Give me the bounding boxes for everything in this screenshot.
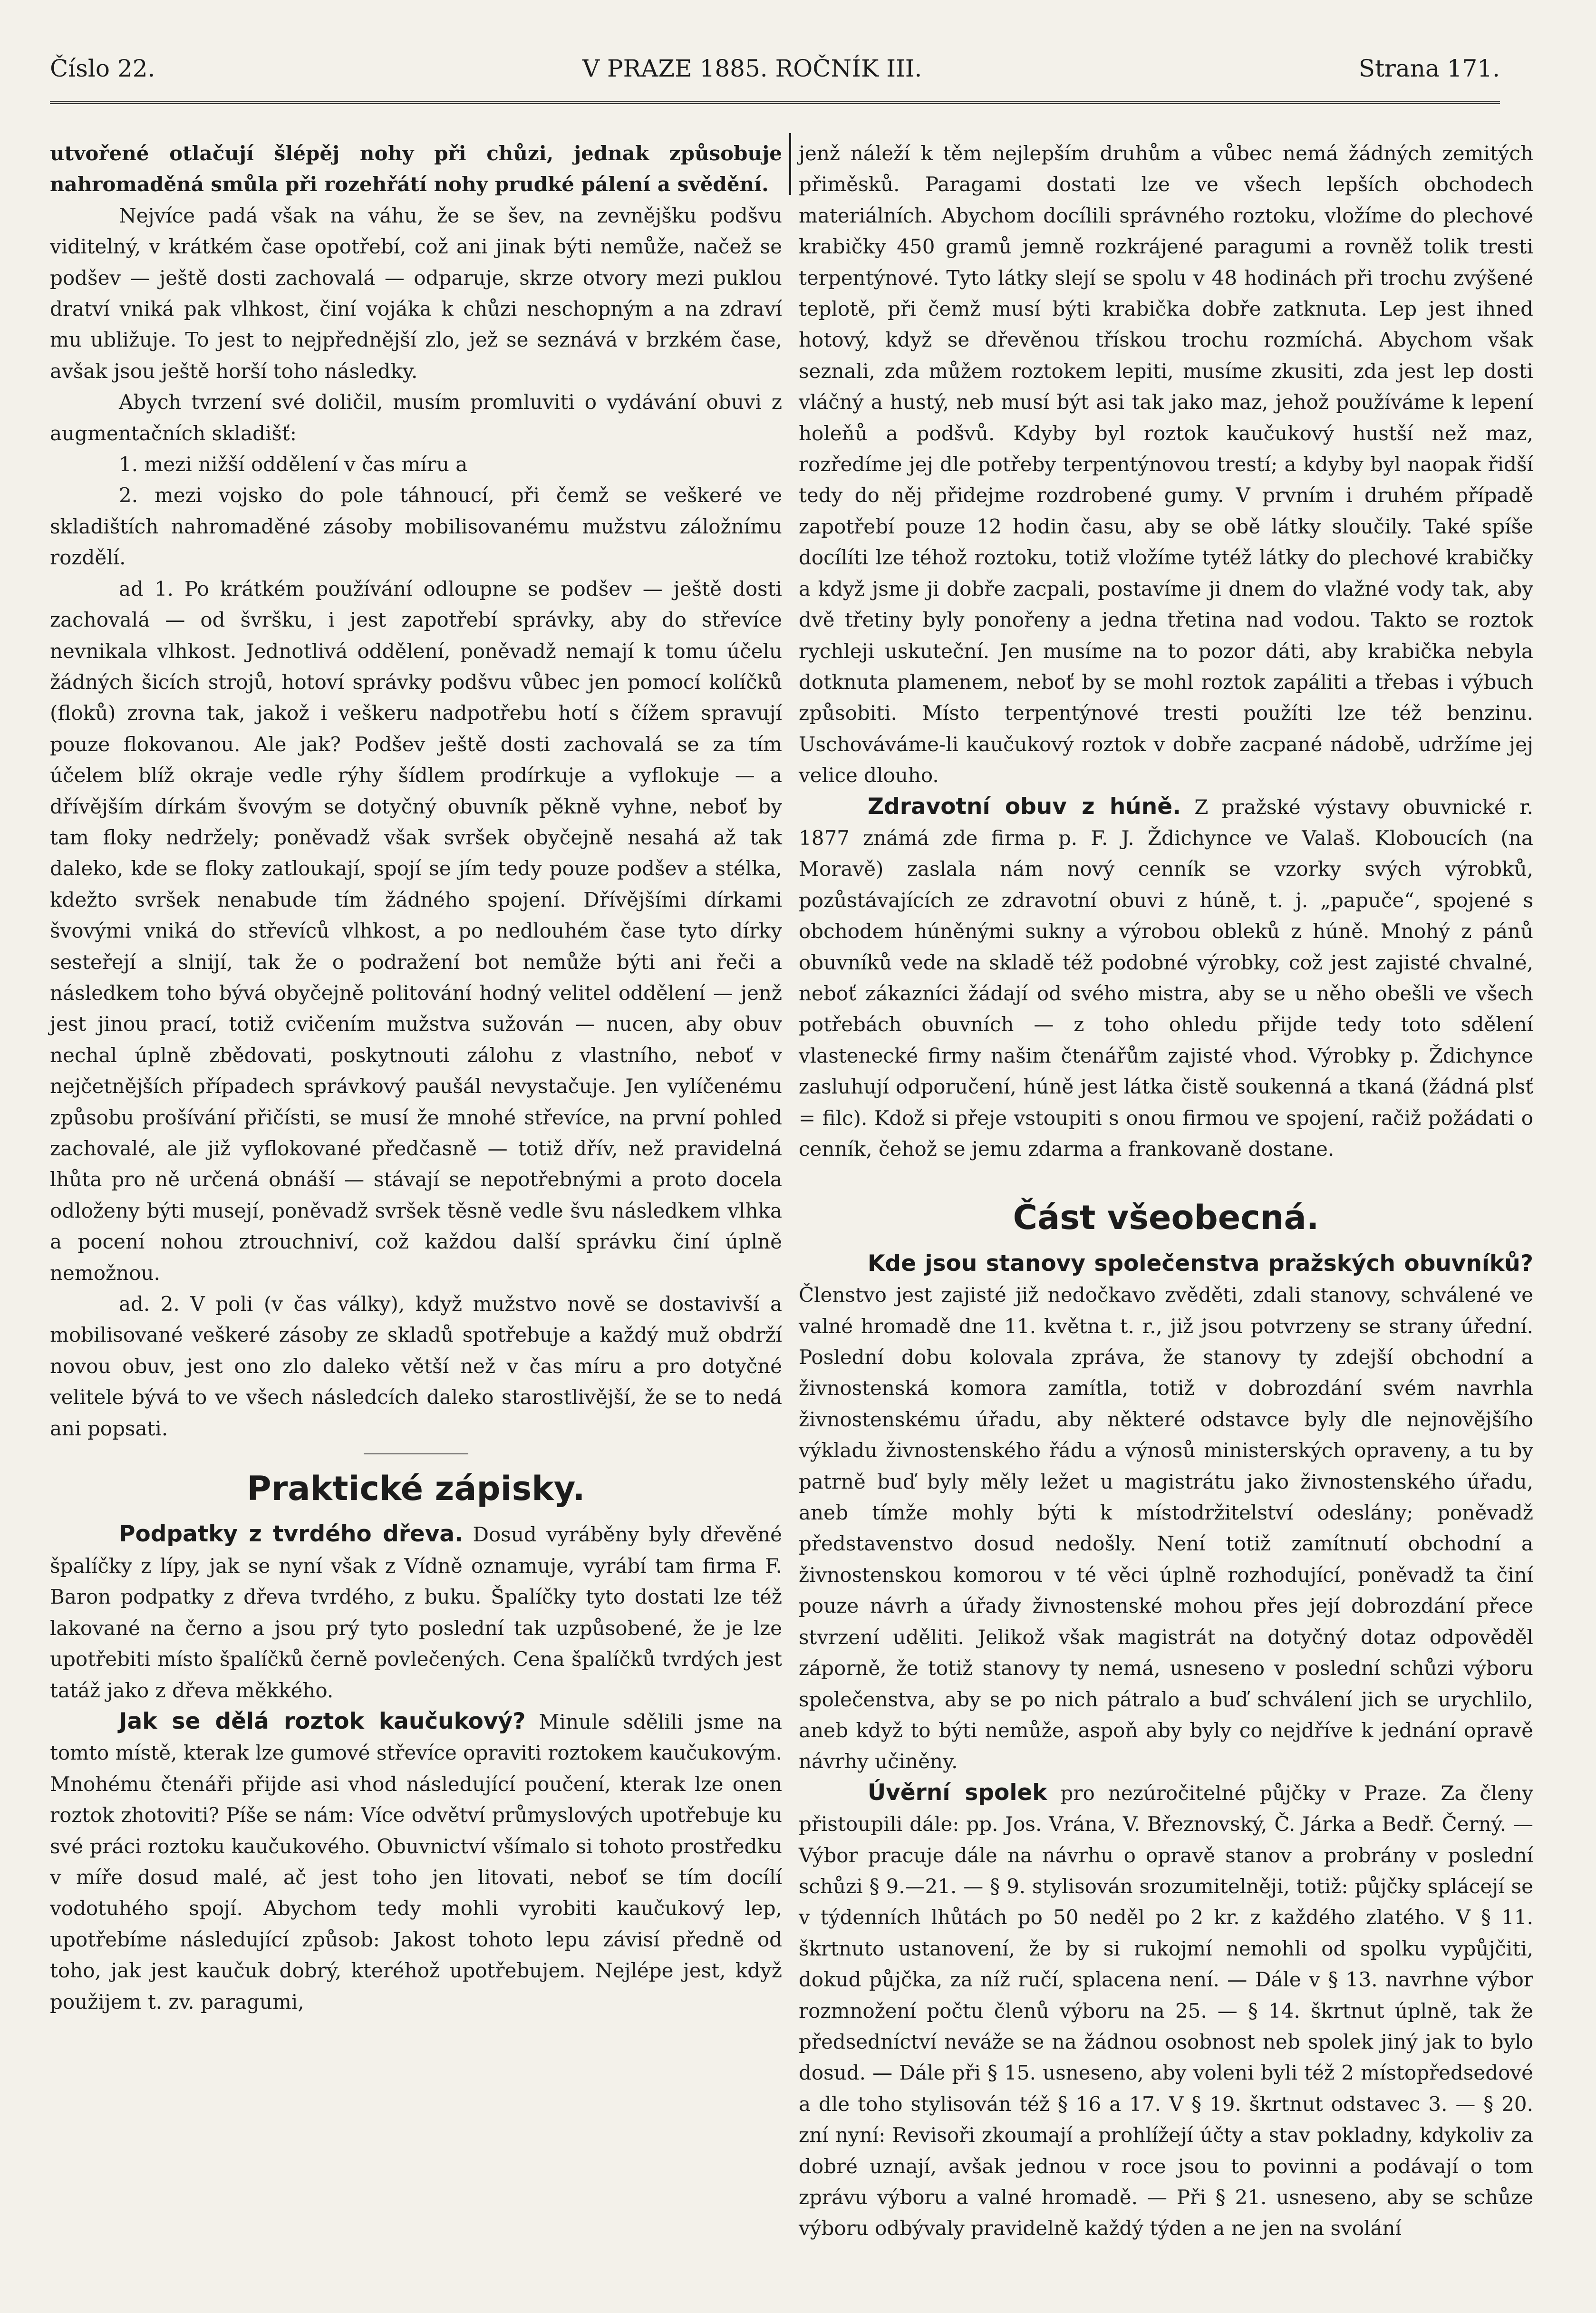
paragraph: Abych tvrzení své doličil, musím promluviti o vydávání obuvi z augmentačních skladišť: [50, 390, 782, 445]
paragraph: Minule sdělili jsme na tomto místě, kterak lze gumové střevíce opraviti roztokem kaučukovým. Mnohému čtenáři přijde asi vhod následující poučení, kterak lze onen roztok zhotoviti? Píše se nám: Více odvětví průmyslových upotřebuje ku své práci roztoku kaučukového. Obuvnictví všímalo si tohoto prostředku v míře dosud malé, ač jest toho jen litovati, neboť se tím docílí vodotuhého spojí. Abychom tedy mohli vyrobiti kaučukový lep, upotřebíme následující způsob: Jakost tohoto lepu závisí předně od toho, jak jest kaučuk dobrý, kteréhož upotřebujem. Nejlépe jest, když použijem t. zv. paragumi, [50, 1710, 782, 2013]
section-title: Praktické zápisky. [247, 1469, 585, 1509]
subsection-title: Kde jsou stanovy společenstva pražských obuvníků? [868, 1250, 1533, 1277]
subsection-title: Jak se dělá roztok kaučukový? [119, 1708, 526, 1734]
paragraph: ad. 2. V poli (v čas války), když mužstvo nově se dostavivší a mobilisované veškeré zásoby ze skladů spotřebuje a každý muž obdrží novou obuv, jest ono zlo daleko větší než v čas míru a pro dotyčné velitele bývá to ve všech následcích daleko starostlivější, že se to nedá ani popsati. [50, 1292, 782, 1440]
section-divider [364, 1453, 468, 1454]
list-item: 2. mezi vojsko do pole táhnoucí, při čemž se veškeré ve skladištích nahromaděné zásoby mobilisovanému mužstvu záložnímu rozdělí. [50, 484, 782, 570]
paragraph: utvořené otlačují šlépěj nohy při chůzi, jednak způsobuje nahromaděná smůla při rozehřátí nohy prudké pálení a svědění. [50, 142, 782, 196]
paragraph: jenž náleží k těm nejlepším druhům a vůbec nemá žádných zemitých přiměsků. Paragami dostati lze ve všech lepších obchodech materiálních. Abychom docílili správného roztoku, vložíme do plechové krabičky 450 gramů jemně rozkrájené paragumi a rovněž tolik tresti terpentýnové. Tyto látky slejí se spolu v 48 hodinách při trochu zvýšené teplotě, při čemž musí býti krabička dobře zatknuta. Lep jest ihned hotový, když se dřevěnou třískou trochu rozmíchá. Abychom však seznali, zda můžem roztokem lepiti, musíme zkusiti, zda jest lep dosti vláčný a hustý, neb musí být asi tak jako maz, jehož používáme k lepení holeňů a podšvů. Kdyby byl roztok kaučukový hustší než maz, rozředíme jej dle potřeby terpentýnovou trestí; a kdyby byl naopak řidší tedy do něj přidejme rozdrobené gumy. V prvním i druhém případě zapotřebí pouze 12 hodin času, aby se obě látky sloučily. Také spíše docílíti lze téhož roztoku, totiž vložíme tytéž látky do plechové krabičky a když jsme ji dobře zacpali, postavíme ji dnem do vlažné vody tak, aby dvě třetiny byly ponořeny a jedna třetina nad vodou. Takto se roztok rychleji uskuteční. Jen musíme na to pozor dáti, aby krabička nebyla dotknuta plamenem, neboť by se mohl roztok zapáliti a třebas i výbuch způsobiti. Místo terpentýnové tresti použíti lze též benzinu. Uschováváme-li kaučukový roztok v dobře zacpané nádobě, udržíme jej velice dlouho. [799, 142, 1533, 787]
column-rule [789, 133, 791, 195]
subsection-title: Úvěrní spolek [868, 1779, 1047, 1806]
issue-place-year: V PRAZE 1885. ROČNÍK III. [582, 55, 922, 82]
paragraph: Členstvo jest zajisté již nedočkavo zvěděti, zdali stanovy, schválené ve valné hromadě dne 11. května t. r., již jsou potvrzeny se strany úřední. Poslední dobu kolovala zpráva, že stanovy ty zdejší obchodní a živnostenská komora zamítla, totiž v dobrozdání svém navrhla živnostenskému úřadu, aby některé odstavce byly dle nejnovějšího výkladu živnostenského řádu a výnosů ministerských opraveny, a tu by patrně buď byly měly ležet u magistrátu jako živnostenského úřadu, aneb tímže mohly býti k místodržitelství odeslány; poněvadž představenstvo dosud nedošly. Není totiž zamítnutí obchodní a živnostenskou komorou v té věci úplně rozhodující, poněvadž ta činí pouze návrh a úřady živnostenské mohou přes její dobrozdání přece stvrzení uděliti. Jelikož však magistrát na dotyčný dotaz odpověděl záporně, že totiž stanovy ty nemá, usneseno v poslední schůzi výboru společenstva, aby se po nich pátralo a buď schválení jich se urychlilo, aneb když to býti nemůže, aspoň aby byly co nejdříve k jednání opravě návrhy učiněny. [799, 1283, 1533, 1773]
subsection-title: Zdravotní obuv z húně. [868, 793, 1181, 820]
issue-number: Číslo 22. [50, 55, 155, 82]
list-item: 1. mezi nižší oddělení v čas míru a [119, 453, 468, 476]
right-column [799, 138, 1533, 2244]
paragraph: pro nezúročitelné půjčky v Praze. Za členy přistoupili dále: pp. Jos. Vrána, V. Březnovský, Č. Járka a Bedř. Černý. — Výbor pracuje dále na návrhu o opravě stanov a probrány v poslední schůzi § 9.—21. — § 9. stylisován srozumitelněji, totiž: půjčky splácejí se v týdenních lhůtách po 50 neděl po 2 kr. z každého zlatého. V § 11. škrtnuto ustanovení, že by si rukojmí nemohli od spolku vypůjčiti, dokud půjčka, za níž ručí, splacena není. — Dále v § 13. navrhne výbor rozmnožení počtu členů výboru na 25. — § 14. škrtnut úplně, tak že předsedníctví neváže se na žádnou osobnost neb spolek jiný jak to bylo dosud. — Dále při § 15. usneseno, aby voleni byli též 2 místopředsedové a dle toho stylisován též § 16 a 17. V § 19. škrtnut odstavec 3. — § 20. zní nyní: Revisoři zkoumají a prohlížejí účty a stav pokladny, kdykoliv za dobré uznají, avšak jednou v roce jsou to povinni a podávají o tom zprávu výboru a valné hromadě. — Při § 21. usneseno, aby se schůze výboru odbývaly pravidelně každý týden a ne jen na svolání [799, 1781, 1533, 2240]
page-header [50, 55, 1500, 93]
paragraph: Z pražské výstavy obuvnické r. 1877 známá zde firma p. F. J. Ždichynce ve Valaš. Kloboucích (na Moravě) zaslala nám nový cenník se vzorky svých výrobků, pozůstávajících ze zdravotní obuvi z húně, t. j. „papuče“, spojené s obchodem húněnými sukny a výrobou obleků z húně. Mnohý z pánů obuvníků vede na skladě též podobné výrobky, což jest zajisté chvalné, neboť zákazníci žádají od svého mistra, aby se u něho obešli ve všech potřebách obuvních — z toho ohledu přijde tedy toto sdělení vlastenecké firmy našim čtenářům zajisté vhod. Výrobky p. Ždichynce zasluhují odporučení, húně jest látka čistě soukenná a tkaná (žádná plsť = filc). Kdož si přeje vstoupiti s onou firmou ve spojení, račiž požádati o cenník, čehož se jemu zdarma a frankovaně dostane. [799, 795, 1533, 1161]
subsection-title: Podpatky z tvrdého dřeva. [119, 1521, 463, 1548]
left-column [50, 138, 782, 2017]
page-number: Strana 171. [1358, 55, 1500, 82]
paragraph: Nejvíce padá však na váhu, že se šev, na zevnějšku podšvu viditelný, v krátkém čase opotřebí, což ani jinak býti nemůže, načež se podšev — ještě dosti zachovalá — odparuje, skrze otvory mezi puklou dratví vniká pak vlhkost, činí vojáka k chůzi neschopným a na zdraví mu ubližuje. To jest to nejpřednější zlo, jež se seznává v brzkém čase, avšak jsou ještě horší toho následky. [50, 203, 782, 383]
header-rule [50, 101, 1500, 104]
section-title: Část všeobecná. [1013, 1198, 1319, 1238]
paragraph: Dosud vyráběny byly dřevěné špalíčky z lípy, jak se nyní však z Vídně oznamuje, vyrábí tam firma F. Baron podpatky z dřeva tvrdého, z buku. Špalíčky tyto dostati lze též lakované na černo a jsou prý tyto poslední tak uzpůsobené, že je lze upotřebiti místo špalíčků černě povlečených. Cena špalíčků tvrdých jest tatáž jako z dřeva měkkého. [50, 1523, 782, 1702]
paragraph: ad 1. Po krátkém používání odloupne se podšev — ještě dosti zachovalá — od švršku, i jest zapotřebí správky, aby do střevíce nevnikala vlhkost. Jednotlivá oddělení, poněvadž nemají k tomu účelu žádných šicích strojů, hotoví správky podšvu vůbec jen pomocí kolíčků (floků) zrovna tak, jakož i veškeru nadpotřebu hotí s čížem spravují pouze flokovanou. Ale jak? Podšev ještě dosti zachovalá se za tím účelem blíž okraje vedle rýhy šídlem prodírkuje a vyflokuje — a dřívějším dírkám švovým se dotyčný obuvník pěkně vyhne, neboť by tam floky nedržely; poněvadž však svršek obyčejně nesahá až tak daleko, kde se floky zatloukají, spojí se jím tedy pouze podšev a stélka, kdežto svršek nenabude tím žádného spojení. Dřívějšími dírkami švovými vniká do střevíců vlhkost, a po nedlouhém čase tyto dírky sesteřejí a slnijí, tak že o podražení bot nemůže býti ani řeči a následkem toho bývá obyčejně politování hodný velitel oddělení — jenž jest jinou prací, totiž cvičením mužstva sužován — nucen, aby obuv nechal úplně zbědovati, poskytnouti zálohu z vlastního, neboť v nejčetnějších případech správkový paušál nevystačuje. Jen vylíčenému způsobu prošívání přičísti, se musí že mnohé střevíce, na první pohled zachovalé, ale již vyflokované předčasně — totiž dřív, než pravidelná lhůta pro ně určená obnáší — stávají se nepotřebnými a proto docela odloženy býti musejí, poněvadž svršek těsně vedle švu následkem vlhka a pocení nohou ztrouchniví, což každou další správku činí úplně nemožnou. [50, 577, 782, 1285]
